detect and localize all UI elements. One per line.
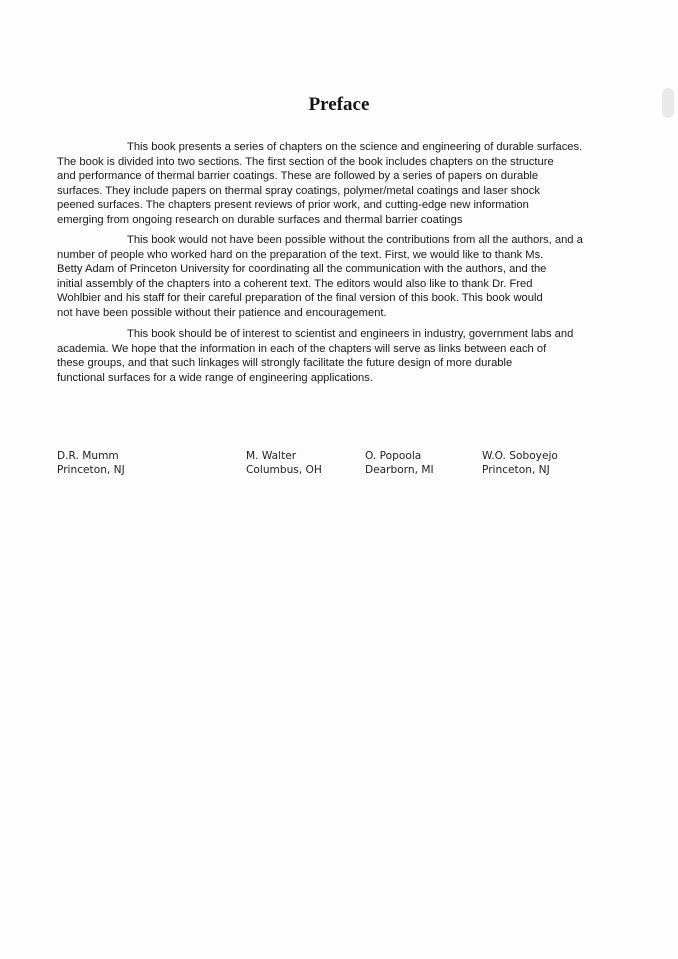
paragraph-line: This book should be of interest to scientist and engineers in industry, government labs and — [127, 328, 574, 340]
paragraph-line: emerging from ongoing research on durable surfaces and thermal barrier coatings — [57, 213, 463, 226]
page-title: Preface — [308, 94, 370, 115]
editor-signature — [365, 450, 434, 477]
paragraph-line: academia. We hope that the information in each of the chapters will serve as links between each of — [57, 342, 547, 355]
paragraph-line: initial assembly of the chapters into a coherent text. The editors would also like to thank Dr. Fred — [57, 277, 533, 290]
editor-signature — [57, 450, 125, 477]
paragraph-line: surfaces. They include papers on thermal spray coatings, polymer/metal coatings and laser shock — [57, 184, 540, 197]
paragraph-line: functional surfaces for a wide range of engineering applications. — [57, 371, 373, 384]
editor-signature — [482, 450, 558, 477]
paragraph-line: This book presents a series of chapters on the science and engineering of durable surfaces. — [127, 141, 583, 153]
preface-paragraph-3 — [57, 327, 631, 385]
paragraph-line: This book would not have been possible without the contributions from all the authors, and a — [127, 234, 583, 246]
paragraph-line: Wohlbier and his staff for their careful preparation of the final version of this book. This book would — [57, 292, 543, 305]
editor-name: D.R. Mumm — [57, 450, 119, 462]
editor-location: Princeton, NJ — [482, 463, 550, 476]
editor-location: Dearborn, MI — [365, 463, 434, 476]
paragraph-line: these groups, and that such linkages will strongly facilitate the future design of more durable — [57, 357, 513, 370]
paragraph-line: not have been possible without their patience and encouragement. — [57, 306, 387, 319]
paragraph-line: Betty Adam of Princeton University for coordinating all the communication with the authors, and the — [57, 263, 547, 276]
editor-name: M. Walter — [246, 450, 297, 462]
paragraph-line: and performance of thermal barrier coatings. These are followed by a series of papers on durable — [57, 170, 539, 183]
preface-paragraph-1 — [57, 140, 631, 228]
paragraph-line: peened surfaces. The chapters present reviews of prior work, and cutting-edge new information — [57, 199, 529, 212]
editor-name: W.O. Soboyejo — [482, 450, 558, 462]
editor-location: Princeton, NJ — [57, 463, 125, 476]
editor-signature — [246, 450, 322, 477]
editor-name: O. Popoola — [365, 450, 422, 462]
paragraph-line: The book is divided into two sections. The first section of the book includes chapters on the structure — [57, 155, 554, 168]
paragraph-line: number of people who worked hard on the preparation of the text. First, we would like to thank Ms. — [57, 248, 544, 261]
preface-paragraph-2 — [57, 233, 631, 321]
editor-location: Columbus, OH — [246, 463, 322, 476]
